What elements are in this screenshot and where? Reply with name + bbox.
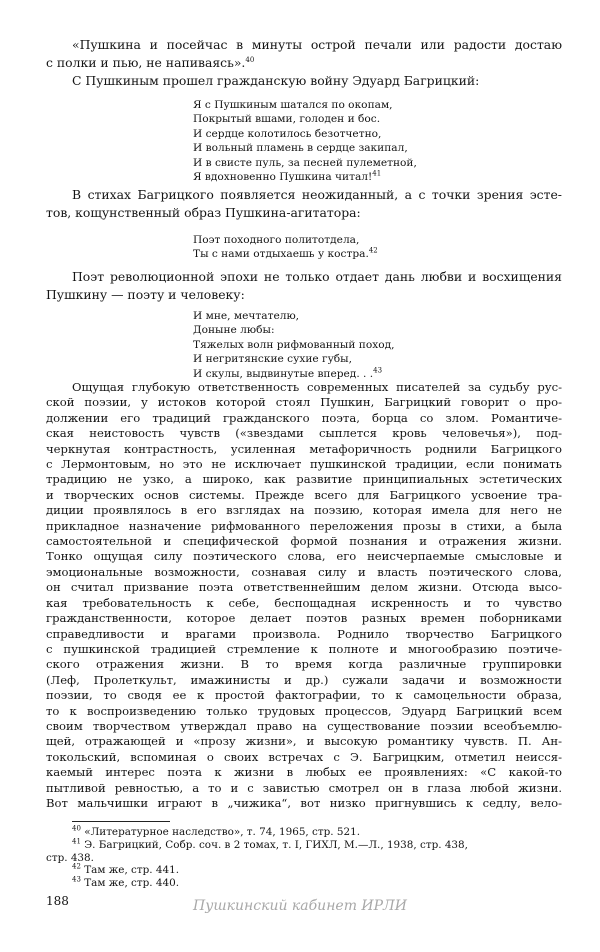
footnote-number: 41 [72,837,81,846]
intro-line: С Пушкиным прошел гражданскую войну Эдуард Багрицкий: [72,73,480,88]
text-line: каемый интерес поэта к жизни в любых ее проявлениях: «С какой-то [46,765,562,780]
text-line: и творческих основ системы. Прежде всего для Багрицкого усвоение тра- [46,487,562,502]
text-line: ская неистовость чувств («звездами сыплется кровь человечья»), под- [46,426,562,441]
text-line: диции проявлялось в его взглядах на поэзию, которая имела для него не [46,503,562,518]
main-paragraph [46,380,562,811]
verse-line: Ты с нами отдыхаешь у костра. [193,248,369,261]
text-line: Ощущая глубокую ответственность современных писателей за судьбу рус- [72,380,562,394]
text-line: эмоциональные возможности, сознавая силу и власть поэтического слова, [46,564,562,579]
footnote-number: 43 [72,875,81,884]
quote-line: с полки и пью, не напиваясь». [46,54,246,70]
footnote-ref: 41 [372,169,382,178]
text-line: прикладное назначение рифмованного переложения прозы в стихи, а была [46,518,562,533]
verse-block [193,98,417,184]
verse-line: И сердце колотилось безотчетно, [193,127,382,140]
footnotes [46,826,546,890]
footnote-text: «Литературное наследство», т. 74, 1965, стр. 521. [84,826,360,838]
text-line: традицию не узко, а широко, как развитие принципиальных эстетических [46,472,562,487]
verse-line: И негритянские сухие губы, [193,353,352,366]
text-line: черкнутая контрастность, усиленная метафоричность роднили Багрицкого [46,441,562,456]
footnote-ref: 43 [373,366,383,375]
text-line: с Лермонтовым, но это не исключает пушкинской традиции, если понимать [46,457,562,472]
verse-line: Доныне любы: [193,324,275,337]
verse-block [193,309,394,381]
text-line: (Леф, Пролеткульт, имажинисты и др.) сужали задачи и возможности [46,672,562,687]
text-line: он считал призвание поэта ответственнейшим делом жизни. Отсюда высо- [46,580,562,595]
verse-line: И в свисте пуль, за песней пулеметной, [193,156,417,169]
page-number: 188 [46,894,69,908]
footnote-number: 40 [72,824,81,833]
text-line: гражданственности, которое делает поэтов разных времен поборниками [46,611,562,626]
text-line: тов, кощунственный образ Пушкина-агитатора: [46,204,361,220]
verse-block [193,233,378,262]
text-line: Пушкину — поэту и человеку: [46,286,245,302]
watermark-text: Пушкинский кабинет ИРЛИ [193,898,407,914]
footnote-text: Э. Багрицкий, Собр. соч. в 2 томах, т. I, ГИХЛ, М.—Л., 1938, стр. 438, [84,838,468,851]
text-line: ского отражения жизни. В то время когда различные группировки [46,657,562,672]
verse-line: Я вдохновенно Пушкина читал! [193,171,373,184]
text-line: щей, отражающей и «прозу жизни», и высокую романтику чувств. П. Ан- [46,734,562,749]
footnote-ref: 40 [245,55,255,64]
verse-line: И вольный пламень в сердце закипал, [193,142,408,155]
text-line: то к воспроизведению только трудовых процессов, Эдуард Багрицкий всем [46,703,562,718]
text-paragraph [46,268,562,303]
footnote-item [46,864,546,877]
verse-line: Я с Пушкиным шатался по окопам, [193,99,393,111]
verse-line: Покрытый вшами, голоден и бос. [193,113,381,126]
text-line: своим творчеством утверждал право на существование поэзии всеобъемлю- [46,718,562,733]
text-line: пытливой ревностью, а то и с завистью смотрел он в глаза любой жизни. [46,780,562,795]
footnote-ref: 42 [368,246,378,255]
verse-line: И скулы, выдвинутые вперед. . . [193,367,374,380]
text-line: Поэт революционной эпохи не только отдает дань любви и восхищения [72,269,562,284]
footnote-text-cont: стр. 438. [46,851,94,864]
text-line: должении его традиций гражданского поэта, борца со злом. Романтиче- [46,410,562,425]
quote-line: «Пушкина и посейчас в минуты острой печали или радости достаю [72,37,562,52]
text-line: ской поэзии, у истоков которой стоял Пушкин, Багрицкий говорит о про- [46,395,562,410]
verse-line: Поэт походного политотдела, [193,234,360,246]
text-line: Тонко ощущая силу поэтического слова, его неисчерпаемые смысловые и [46,549,562,564]
text-line: кая требовательность к себе, беспощадная искренность и то чувство [46,595,562,610]
text-line: с пушкинской традицией стремление к полноте и многообразию поэтиче- [46,641,562,656]
intro-paragraph [46,72,562,90]
footnote-text: Там же, стр. 441. [84,864,180,877]
text-paragraph [46,186,562,221]
footnote-text: Там же, стр. 440. [84,877,180,890]
text-line: токольский, вспоминая о своих встречах с Э. Багрицким, отметил неисся- [46,749,562,764]
text-line: самостоятельной и специфической формой познания и отражения жизни. [46,534,562,549]
footnote-item [46,826,546,839]
text-line: поэзии, то сводя ее к простой фактографии, то к самоцельности образа, [46,688,562,703]
text-line: В стихах Багрицкого появляется неожиданный, а с точки зрения эсте- [72,187,562,202]
quote-paragraph [46,36,562,71]
verse-line: Тяжелых волн рифмованный поход, [193,338,395,351]
verse-line: И мне, мечтателю, [193,310,300,322]
footnote-divider [72,821,170,822]
text-line: справедливости и врагами произвола. Роднило творчество Багрицкого [46,626,562,641]
text-line: Вот мальчишки играют в „чижика“, вот низко пригнувшись к седлу, вело- [46,795,562,810]
footnote-number: 42 [72,862,81,871]
footnote-item [46,839,546,852]
footnote-item [46,877,546,890]
